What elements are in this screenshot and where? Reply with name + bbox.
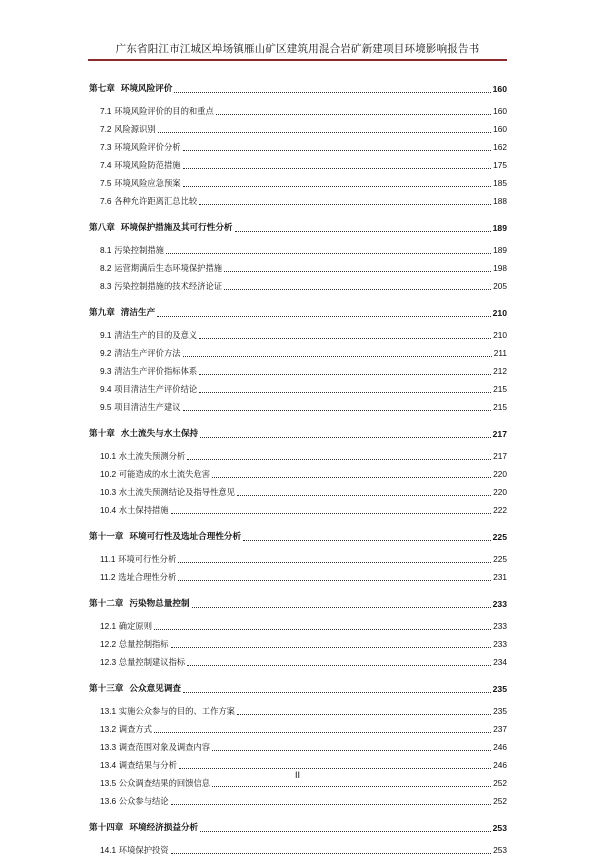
toc-chapter-entry[interactable] bbox=[89, 675, 507, 695]
toc-entry-page: 211 bbox=[493, 348, 507, 358]
toc-entry-page: 246 bbox=[493, 760, 507, 770]
toc-entry-title: 公众调查结果的回馈信息 bbox=[118, 778, 211, 788]
toc-entry-number: 7.4 bbox=[100, 160, 112, 170]
toc-dot-leader bbox=[183, 168, 492, 169]
toc-entry-number: 12.1 bbox=[100, 621, 117, 631]
toc-dot-leader bbox=[158, 132, 491, 133]
toc-chapter-entry[interactable] bbox=[89, 299, 507, 319]
toc-entry-title: 水土流失与水土保持 bbox=[120, 429, 199, 439]
toc-chapter-entry[interactable] bbox=[89, 814, 507, 834]
toc-entry-title: 环境可行性分析 bbox=[118, 554, 177, 564]
toc-section-entry[interactable] bbox=[89, 498, 507, 516]
toc-entry-number: 10.2 bbox=[100, 469, 117, 479]
toc-entry-number: 第十四章 bbox=[89, 823, 124, 833]
toc-entry-number: 7.2 bbox=[100, 124, 112, 134]
toc-entry-title: 选址合理性分析 bbox=[118, 572, 177, 582]
toc-entry-page: 225 bbox=[493, 554, 507, 564]
toc-entry-page: 160 bbox=[492, 84, 507, 94]
toc-section-entry[interactable] bbox=[89, 395, 507, 413]
toc-entry-page: 220 bbox=[493, 469, 507, 479]
toc-entry-page: 225 bbox=[492, 532, 507, 542]
toc-entry-number: 13.4 bbox=[100, 760, 117, 770]
toc-entry-label bbox=[89, 823, 198, 834]
toc-entry-number: 9.4 bbox=[100, 384, 112, 394]
toc-entry-title: 环境风险评价的目的和重点 bbox=[114, 106, 214, 116]
toc-dot-leader bbox=[200, 437, 491, 438]
toc-entry-label bbox=[100, 451, 185, 462]
toc-entry-page: 188 bbox=[493, 196, 507, 206]
toc-entry-page: 252 bbox=[493, 778, 507, 788]
toc-section-entry[interactable] bbox=[89, 99, 507, 117]
toc-dot-leader bbox=[171, 647, 492, 648]
toc-entry-title: 项目清洁生产评价结论 bbox=[114, 384, 198, 394]
toc-entry-label bbox=[89, 308, 155, 319]
toc-entry-number: 12.3 bbox=[100, 657, 117, 667]
toc-dot-leader bbox=[183, 186, 492, 187]
toc-entry-label bbox=[100, 724, 152, 735]
toc-entry-title: 清洁生产 bbox=[120, 308, 156, 318]
toc-section-entry[interactable] bbox=[89, 789, 507, 807]
toc-section-entry[interactable] bbox=[89, 171, 507, 189]
toc-section-entry[interactable] bbox=[89, 359, 507, 377]
toc-dot-leader bbox=[154, 732, 491, 733]
toc-entry-label bbox=[100, 384, 197, 395]
toc-entry-label bbox=[100, 142, 181, 153]
toc-entry-number: 9.2 bbox=[100, 348, 112, 358]
toc-dot-leader bbox=[174, 92, 490, 93]
toc-section-entry[interactable] bbox=[89, 462, 507, 480]
toc-dot-leader bbox=[171, 513, 492, 514]
toc-entry-title: 各种允许距离汇总比较 bbox=[114, 196, 198, 206]
toc-entry-page: 237 bbox=[493, 724, 507, 734]
toc-dot-leader bbox=[199, 204, 491, 205]
toc-entry-title: 调查方式 bbox=[118, 724, 152, 734]
toc-section-entry[interactable] bbox=[89, 614, 507, 632]
toc-entry-page: 253 bbox=[493, 845, 507, 855]
toc-dot-leader bbox=[224, 271, 491, 272]
toc-dot-leader bbox=[183, 356, 492, 357]
toc-entry-number: 11.2 bbox=[100, 572, 116, 582]
toc-entry-page: 231 bbox=[493, 572, 507, 582]
toc-entry-number: 10.1 bbox=[100, 451, 117, 461]
toc-entry-page: 234 bbox=[493, 657, 507, 667]
toc-entry-label bbox=[100, 469, 210, 480]
toc-entry-page: 233 bbox=[493, 621, 507, 631]
toc-dot-leader bbox=[216, 114, 491, 115]
toc-entry-number: 第九章 bbox=[89, 308, 115, 318]
toc-entry-page: 205 bbox=[493, 281, 507, 291]
toc-entry-page: 233 bbox=[492, 599, 507, 609]
toc-entry-number: 14.1 bbox=[100, 845, 117, 855]
toc-entry-title: 水土流失预测分析 bbox=[118, 451, 186, 461]
toc-section-entry[interactable] bbox=[89, 699, 507, 717]
toc-entry-number: 第七章 bbox=[89, 84, 115, 94]
toc-entry-page: 235 bbox=[493, 706, 507, 716]
toc-entry-title: 运营期满后生态环境保护措施 bbox=[114, 263, 223, 273]
toc-dot-leader bbox=[235, 231, 491, 232]
toc-dot-leader bbox=[224, 289, 491, 290]
toc-section-entry[interactable] bbox=[89, 480, 507, 498]
toc-entry-label bbox=[89, 84, 172, 95]
toc-entry-title: 调查范围对象及调查内容 bbox=[118, 742, 211, 752]
toc-entry-number: 7.6 bbox=[100, 196, 112, 206]
toc-dot-leader bbox=[200, 831, 491, 832]
toc-entry-page: 217 bbox=[492, 429, 507, 439]
toc-section-entry[interactable] bbox=[89, 632, 507, 650]
toc-entry-label bbox=[89, 429, 198, 440]
toc-entry-title: 项目清洁生产建议 bbox=[114, 402, 181, 412]
toc-entry-title: 实施公众参与的目的、工作方案 bbox=[118, 706, 235, 716]
toc-entry-page: 210 bbox=[492, 308, 507, 318]
toc-entry-number: 第八章 bbox=[89, 223, 115, 233]
toc-dot-leader bbox=[178, 562, 491, 563]
toc-entry-page: 235 bbox=[492, 684, 507, 694]
toc-entry-label bbox=[100, 845, 169, 856]
toc-entry-label bbox=[89, 532, 241, 543]
table-of-contents bbox=[89, 75, 507, 856]
toc-entry-label bbox=[100, 106, 214, 117]
toc-entry-number: 7.3 bbox=[100, 142, 112, 152]
toc-entry-label bbox=[100, 639, 169, 650]
toc-entry-page: 175 bbox=[493, 160, 507, 170]
toc-entry-number: 7.5 bbox=[100, 178, 112, 188]
toc-entry-title: 调查结果与分析 bbox=[118, 760, 177, 770]
toc-entry-label bbox=[100, 178, 181, 189]
toc-entry-label bbox=[100, 657, 185, 668]
toc-entry-title: 环境保护投资 bbox=[118, 845, 169, 855]
toc-section-entry[interactable] bbox=[89, 323, 507, 341]
toc-entry-title: 可能造成的水土流失危害 bbox=[118, 469, 211, 479]
toc-entry-page: 246 bbox=[493, 742, 507, 752]
toc-entry-number: 13.3 bbox=[100, 742, 117, 752]
toc-chapter-entry[interactable] bbox=[89, 590, 507, 610]
toc-section-entry[interactable] bbox=[89, 189, 507, 207]
toc-chapter-entry[interactable] bbox=[89, 420, 507, 440]
toc-entry-title: 环境可行性及选址合理性分析 bbox=[129, 532, 242, 542]
toc-entry-title: 清洁生产评价指标体系 bbox=[114, 366, 198, 376]
toc-dot-leader bbox=[154, 629, 491, 630]
toc-entry-page: 189 bbox=[492, 223, 507, 233]
toc-section-entry[interactable] bbox=[89, 135, 507, 153]
toc-entry-title: 污染控制措施的技术经济论证 bbox=[114, 281, 223, 291]
toc-entry-page: 198 bbox=[493, 263, 507, 273]
toc-entry-label bbox=[100, 160, 181, 171]
page-header: 广东省阳江市江城区埠场镇雁山矿区建筑用混合岩矿新建项目环境影响报告书 bbox=[88, 42, 507, 61]
toc-entry-label bbox=[89, 599, 190, 610]
toc-entry-label bbox=[100, 281, 222, 292]
toc-chapter-entry[interactable] bbox=[89, 214, 507, 234]
toc-entry-number: 13.5 bbox=[100, 778, 117, 788]
toc-entry-label bbox=[100, 263, 222, 274]
toc-section-entry[interactable] bbox=[89, 735, 507, 753]
toc-entry-title: 污染物总量控制 bbox=[129, 599, 190, 609]
toc-entry-page: 185 bbox=[493, 178, 507, 188]
toc-entry-page: 210 bbox=[493, 330, 507, 340]
page-number: II bbox=[294, 770, 300, 780]
toc-entry-title: 公众参与结论 bbox=[118, 796, 169, 806]
toc-entry-number: 10.4 bbox=[100, 505, 117, 515]
toc-entry-title: 环境保护措施及其可行性分析 bbox=[120, 223, 233, 233]
toc-entry-number: 8.1 bbox=[100, 245, 112, 255]
toc-entry-number: 9.1 bbox=[100, 330, 112, 340]
toc-entry-page: 253 bbox=[492, 823, 507, 833]
toc-entry-page: 217 bbox=[493, 451, 507, 461]
toc-dot-leader bbox=[237, 714, 491, 715]
toc-entry-label bbox=[100, 554, 176, 565]
toc-dot-leader bbox=[199, 392, 491, 393]
toc-entry-label bbox=[100, 621, 152, 632]
toc-dot-leader bbox=[183, 150, 492, 151]
toc-entry-page: 220 bbox=[493, 487, 507, 497]
toc-entry-page: 215 bbox=[493, 384, 507, 394]
toc-section-entry[interactable] bbox=[89, 650, 507, 668]
toc-entry-title: 环境风险防范措施 bbox=[114, 160, 181, 170]
toc-entry-label bbox=[100, 796, 169, 807]
toc-dot-leader bbox=[187, 459, 491, 460]
toc-entry-number: 9.5 bbox=[100, 402, 112, 412]
toc-dot-leader bbox=[192, 607, 491, 608]
toc-dot-leader bbox=[237, 495, 491, 496]
toc-section-entry[interactable] bbox=[89, 547, 507, 565]
toc-dot-leader bbox=[178, 580, 491, 581]
toc-entry-page: 189 bbox=[493, 245, 507, 255]
toc-dot-leader bbox=[212, 477, 491, 478]
toc-dot-leader bbox=[212, 750, 491, 751]
toc-entry-page: 222 bbox=[493, 505, 507, 515]
toc-entry-page: 233 bbox=[493, 639, 507, 649]
toc-entry-title: 清洁生产评价方法 bbox=[114, 348, 181, 358]
toc-entry-label bbox=[100, 245, 164, 256]
toc-entry-page: 162 bbox=[493, 142, 507, 152]
toc-entry-title: 风险源识别 bbox=[114, 124, 156, 134]
toc-entry-title: 水土流失预测结论及指导性意见 bbox=[118, 487, 235, 497]
toc-entry-label bbox=[89, 684, 181, 695]
toc-dot-leader bbox=[179, 768, 491, 769]
toc-section-entry[interactable] bbox=[89, 341, 507, 359]
toc-dot-leader bbox=[199, 374, 491, 375]
toc-dot-leader bbox=[199, 338, 491, 339]
toc-dot-leader bbox=[166, 253, 491, 254]
toc-entry-label bbox=[100, 366, 197, 377]
toc-entry-title: 水土保持措施 bbox=[118, 505, 169, 515]
toc-section-entry[interactable] bbox=[89, 153, 507, 171]
toc-entry-number: 8.2 bbox=[100, 263, 112, 273]
toc-dot-leader bbox=[157, 316, 490, 317]
toc-section-entry[interactable] bbox=[89, 377, 507, 395]
toc-entry-label bbox=[100, 402, 181, 413]
toc-section-entry[interactable] bbox=[89, 717, 507, 735]
toc-entry-number: 第十三章 bbox=[89, 684, 124, 694]
toc-entry-title: 环境风险应急预案 bbox=[114, 178, 181, 188]
toc-entry-title: 环境经济损益分析 bbox=[129, 823, 199, 833]
toc-dot-leader bbox=[187, 665, 491, 666]
toc-entry-title: 总量控制指标 bbox=[118, 639, 169, 649]
toc-entry-number: 8.3 bbox=[100, 281, 112, 291]
toc-entry-page: 160 bbox=[493, 124, 507, 134]
toc-entry-number: 9.3 bbox=[100, 366, 112, 376]
toc-entry-number: 13.6 bbox=[100, 796, 117, 806]
toc-entry-number: 13.2 bbox=[100, 724, 117, 734]
toc-dot-leader bbox=[243, 540, 491, 541]
toc-entry-label bbox=[100, 487, 235, 498]
toc-chapter-entry[interactable] bbox=[89, 75, 507, 95]
toc-entry-number: 13.1 bbox=[100, 706, 117, 716]
toc-entry-title: 污染控制措施 bbox=[114, 245, 164, 255]
toc-entry-title: 总量控制建议指标 bbox=[118, 657, 186, 667]
toc-section-entry[interactable] bbox=[89, 565, 507, 583]
toc-dot-leader bbox=[171, 853, 492, 854]
toc-entry-label bbox=[100, 572, 176, 583]
toc-entry-page: 215 bbox=[493, 402, 507, 412]
toc-dot-leader bbox=[171, 804, 492, 805]
toc-entry-title: 环境风险评价 bbox=[120, 84, 173, 94]
toc-entry-number: 10.3 bbox=[100, 487, 117, 497]
toc-entry-number: 11.1 bbox=[100, 554, 116, 564]
toc-entry-label bbox=[100, 330, 197, 341]
toc-entry-title: 清洁生产的目的及意义 bbox=[114, 330, 198, 340]
toc-entry-number: 第十一章 bbox=[89, 532, 124, 542]
toc-entry-label bbox=[100, 124, 156, 135]
toc-entry-label bbox=[100, 348, 181, 359]
toc-entry-label bbox=[100, 196, 197, 207]
toc-section-entry[interactable] bbox=[89, 256, 507, 274]
toc-dot-leader bbox=[183, 692, 491, 693]
toc-entry-label bbox=[100, 706, 235, 717]
toc-entry-page: 212 bbox=[493, 366, 507, 376]
toc-entry-page: 160 bbox=[493, 106, 507, 116]
toc-entry-number: 7.1 bbox=[100, 106, 112, 116]
toc-dot-leader bbox=[183, 410, 492, 411]
toc-section-entry[interactable] bbox=[89, 444, 507, 462]
toc-section-entry[interactable] bbox=[89, 274, 507, 292]
toc-entry-number: 第十章 bbox=[89, 429, 115, 439]
toc-entry-page: 252 bbox=[493, 796, 507, 806]
toc-section-entry[interactable] bbox=[89, 238, 507, 256]
toc-entry-title: 确定原则 bbox=[118, 621, 152, 631]
toc-entry-label bbox=[100, 742, 210, 753]
toc-entry-title: 公众意见调查 bbox=[129, 684, 181, 694]
toc-entry-label bbox=[89, 223, 233, 234]
toc-entry-title: 环境风险评价分析 bbox=[114, 142, 181, 152]
toc-section-entry[interactable] bbox=[89, 117, 507, 135]
toc-entry-number: 12.2 bbox=[100, 639, 117, 649]
toc-dot-leader bbox=[212, 786, 491, 787]
toc-entry-label bbox=[100, 505, 169, 516]
toc-entry-number: 第十二章 bbox=[89, 599, 124, 609]
toc-section-entry[interactable] bbox=[89, 753, 507, 771]
toc-chapter-entry[interactable] bbox=[89, 523, 507, 543]
